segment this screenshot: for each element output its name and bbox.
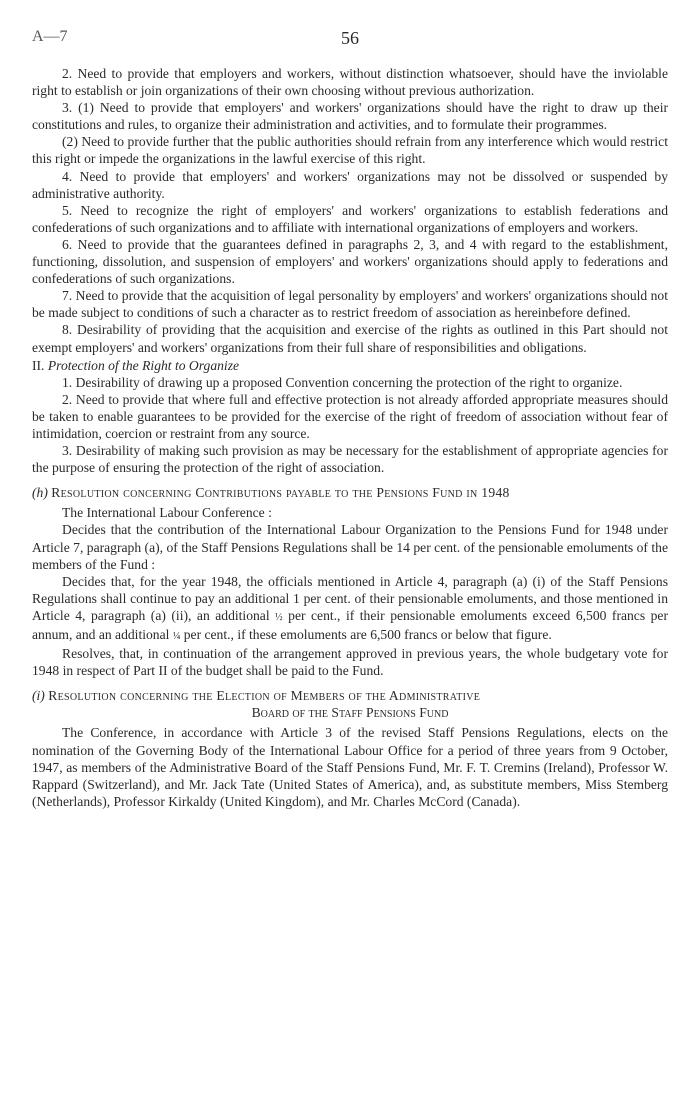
fraction-half: ½: [275, 611, 283, 623]
page-body: [32, 65, 668, 810]
paragraph-3-1: 3. (1) Need to provide that employers' and workers' organizations should have the right to draw up their constitutions and rules, to organize their administration and activities, and to formulate their programmes.: [32, 100, 668, 133]
part-two-title: Protection of the Right to Organize: [47, 357, 240, 373]
resolution-i-heading: [32, 687, 668, 704]
paragraph-6: 6. Need to provide that the guarantees defined in paragraphs 2, 3, and 4 with regard to the establishment, functioning, dissolution, and suspension of employers' and workers' organizations should apply to federations and confederations of such organizations.: [32, 236, 668, 287]
resolution-h-paragraph-2-part-c: per cent., if these emoluments are 6,500 francs or below that figure.: [183, 627, 552, 642]
part-two-numeral: II.: [32, 357, 45, 373]
part-two-heading: [32, 357, 668, 374]
part-two-paragraph-1: 1. Desirability of drawing up a proposed Convention concerning the protection of the right to organize.: [62, 374, 623, 390]
resolution-i-paragraph-1: The Conference, in accordance with Article 3 of the revised Staff Pensions Regulations, elects on the nomination of the Governing Body of the International Labour Office for a period of three years from 9 October, 1947, as members of the Administrative Board of the Staff Pensions Fund, Mr. F. T. Cremins (Ireland), Professor W. Rappard (Switzerland), and Mr. Jack Tate (United States of America), and, as substitute members, Miss Stemberg (Netherlands), Professor Kirkaldy (United Kingdom), and Mr. Charles McCord (Canada).: [32, 725, 668, 809]
resolution-i-label: (i): [32, 688, 45, 704]
resolution-i-title-line-2: Board of the Staff Pensions Fund: [251, 705, 449, 721]
part-two-items: [32, 374, 668, 477]
resolution-h-paragraph-1: Decides that the contribution of the International Labour Organization to the Pensions Fund for 1948 under Article 7, paragraph (a), of the Staff Pensions Regulations shall be 14 per cent. of the pensionable emoluments of the members of the Fund :: [32, 522, 668, 572]
page-number: 56: [341, 28, 359, 48]
paragraph-4: 4. Need to provide that employers' and workers' organizations may not be dissolved or suspended by administrative authority.: [32, 168, 668, 201]
resolution-h-paragraph-2-part-b: per cent., if their pensionable emoluments exceed 6,500 francs per annum, and an additional: [32, 607, 668, 642]
paragraph-2: 2. Need to provide that employers and workers, without distinction whatsoever, should have the inviolable right to establish or join organizations of their own choosing without previous authorization.: [32, 66, 668, 99]
paragraph-3-2: (2) Need to provide further that the public authorities should refrain from any interference which would restrict this right or impede the organizations in the lawful exercise of this right.: [32, 134, 668, 167]
part-two-paragraph-3: 3. Desirability of making such provision as may be necessary for the establishment of appropriate agencies for the purpose of ensuring the protection of the right of association.: [32, 443, 668, 476]
part-one-items: [32, 65, 668, 356]
paragraph-5: 5. Need to recognize the right of employers' and workers' organizations to establish federations and confederations of such organizations and to affiliate with international organizations of employers and workers.: [32, 202, 668, 235]
resolution-h-paragraph-2: [32, 573, 668, 645]
paragraph-8: 8. Desirability of providing that the acquisition and exercise of the rights as outlined in this Part should not exempt employers' and workers' organizations from their full share of responsibilities and obligations.: [32, 322, 668, 355]
part-two-paragraph-2: 2. Need to provide that where full and effective protection is not already afforded appropriate measures should be taken to enable guarantees to be provided for the exercise of the right of freedom of association without fear of intimidation, coercion or restraint from any source.: [32, 391, 668, 441]
resolution-i-title-line-1: Resolution concerning the Election of Members of the Administrative: [48, 688, 481, 704]
resolution-h-paragraph-3: Resolves, that, in continuation of the arrangement approved in previous years, the whole budgetary vote for 1948 in respect of Part II of the budget shall be paid to the Fund.: [32, 646, 668, 679]
resolution-i-title-line-2-row: [32, 704, 668, 721]
resolution-h-title: Resolution concerning Contributions payable to the Pensions Fund in 1948: [51, 485, 510, 501]
resolution-h-intro: The International Labour Conference :: [62, 505, 272, 521]
page-reference: A—7: [32, 28, 68, 45]
paragraph-7: 7. Need to provide that the acquisition of legal personality by employers' and workers' organizations should not be made subject to conditions of such a character as to restrict freedom of association as hereinbefore defined.: [32, 288, 668, 321]
resolution-h-heading: [32, 484, 668, 501]
fraction-quarter: ¼: [172, 631, 181, 642]
resolution-h-label: (h): [32, 485, 48, 501]
resolution-h-paragraph-2-part-a: Decides that, for the year 1948, the officials mentioned in Article 4, paragraph (a) (i) of the Staff Pensions Regulations shall continue to pay an additional 1 per cent. of their pensionable emoluments, and those mentioned in Article 4, paragraph (a) (ii), an additional: [32, 573, 668, 623]
page-header: [32, 28, 668, 52]
